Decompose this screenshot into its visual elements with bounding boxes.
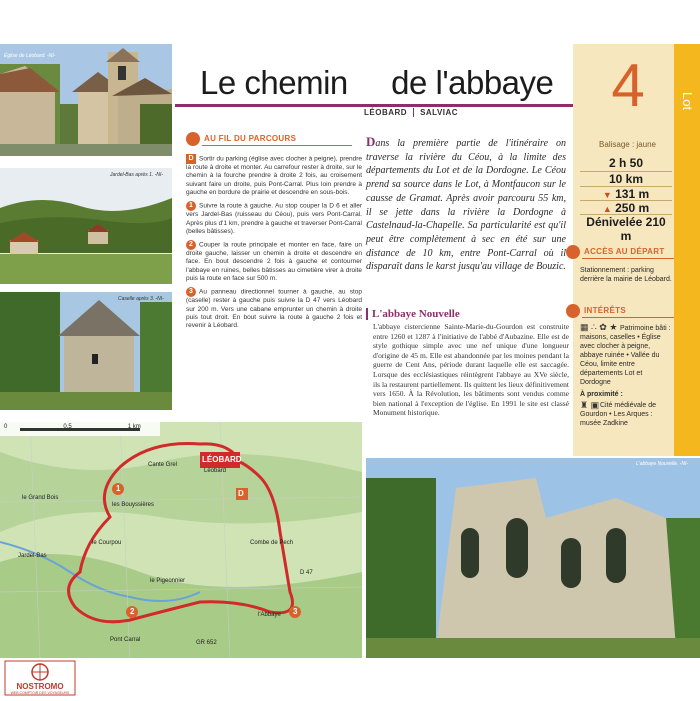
step-marker-1: 1 bbox=[186, 201, 196, 211]
map-label-pigeonnier: le Pigeonnier bbox=[150, 578, 186, 584]
trail-map bbox=[0, 422, 362, 658]
acces-header bbox=[566, 245, 674, 259]
place-names bbox=[364, 108, 464, 117]
caselle-illustration bbox=[0, 292, 172, 410]
place-leobard: LÉOBARD bbox=[364, 108, 408, 117]
map-marker-3: 3 bbox=[293, 607, 298, 616]
caption-photo1: Église de Léobard. -NI- bbox=[4, 53, 56, 59]
photo-leobard-church bbox=[0, 44, 172, 156]
map-label-grand-bois: le Grand Bois bbox=[22, 495, 59, 501]
distance: 10 km bbox=[580, 171, 672, 186]
logo-tagline: WEB COMPTOIR DES VOYAGEURS bbox=[10, 691, 70, 695]
step-marker-d: D bbox=[186, 154, 196, 164]
min-altitude: ▼ 131 m bbox=[580, 186, 672, 201]
step-marker-2: 2 bbox=[186, 240, 196, 250]
abbey-illustration bbox=[366, 458, 700, 658]
place-salviac: SALVIAC bbox=[413, 108, 464, 117]
map-label-d47: D 47 bbox=[300, 570, 313, 576]
nostromo-logo bbox=[4, 660, 76, 696]
proximite-text: Cité médiévale de Gourdon • Les Arques : musée Zadkine bbox=[580, 402, 657, 427]
caption-photo2: Jardel-Bas après 1. -NI- bbox=[110, 172, 164, 178]
steps-list bbox=[186, 154, 362, 335]
down-triangle-icon: ▼ bbox=[602, 190, 612, 200]
castle-icon: ♜ bbox=[580, 400, 589, 410]
map-label-abbaye: l'Abbaye bbox=[258, 612, 281, 618]
abbaye-title: L'abbaye Nouvelle bbox=[366, 308, 568, 320]
dots-icon: ∴ bbox=[591, 322, 597, 332]
map-label-combe: Combe de Pech bbox=[250, 540, 294, 546]
acces-bullet-icon bbox=[566, 245, 580, 259]
logo-brand: NOSTROMO bbox=[16, 682, 64, 691]
church-illustration bbox=[0, 44, 172, 156]
photo-jardel-bas bbox=[0, 168, 172, 284]
balisage-label: Balisage : jaune bbox=[599, 140, 656, 149]
map-label-pont-carral: Pont Carral bbox=[110, 637, 141, 643]
step-d: D Sortir du parking (église avec clocher à peigne), prendre la route à droite et monter. Au carrefour rester à droite, sur le chemin à la fourche prendre à droite 2 fois, au croisement suivant faire un droite, puis Pont-Carral. Plus loin prendre à gauche en bordure de prairie et descendre en sous-bois. bbox=[186, 155, 362, 196]
title-underline bbox=[175, 104, 575, 107]
route-number: 4 bbox=[611, 52, 645, 119]
abbaye-text: L'abbaye cistercienne Sainte-Marie-du-Gourdon est construite entre 1260 et 1287 à l'initiative de l'abbé d'Aubazine. Elle est de style gothique simple avec une nef unique d'une longueur d'origine de 45 m. Elle est abandonnée par les moines pendant la guerre de Cent Ans, période durant laquelle elle est saccagée. Lorsque des ecclésiastiques réintègrent l'abbaye au XVe siècle, ils la restaurent partiellement. Ils quittent les lieux définitivement vers 1650. À la Révolution, les bâtiments sont vendus comme bien national à l'exception de l'église. En 1991 le site est classé Monument historique. bbox=[373, 322, 569, 418]
title-part1: Le chemin bbox=[200, 64, 348, 101]
map-label-bouyssieres: les Bouyssières bbox=[112, 502, 155, 508]
page-title bbox=[200, 64, 553, 102]
parcours-bullet-icon bbox=[186, 132, 200, 146]
star-icon: ★ bbox=[609, 322, 618, 332]
up-triangle-icon: ▲ bbox=[602, 204, 612, 214]
map-label-leobard: Léobard bbox=[204, 468, 227, 474]
interets-text: Patrimoine bâti : maisons, caselles • Église avec clocher à peigne, abbaye ruinée • Vallée du Céou, limite entre départements Lot et Dordogne bbox=[580, 325, 671, 386]
region-label: Lot bbox=[680, 92, 695, 111]
intro-text: Dans la première partie de l'itinéraire on traverse la rivière du Céou, à la limite des départements du Lot et de la Dordogne. Le Céou prend sa source dans le Lot, à Montfaucon sur le causse de Gramat. Après avoir parcouru 55 km, il se jette dans la rivière la Dordogne à Castelnaud-la-Chapelle. Sa particularité est qu'il peut être complètement à sec en été sur une distance de 10 km, entre Pont-Carral où il disparaît dans le karst jusqu'au village de Bouzic. bbox=[366, 134, 566, 273]
step-2: 2 Couper la route principale et monter en face, faire un droite gauche, laisser un chemin à droite et descendre en face. En bout descendre 2 fois à gauche et contourner l'abbaye en ruines, belles bâtisses au cimetière virer à droite puis la route en face sur 500 m. bbox=[186, 241, 362, 283]
duration: 2 h 50 bbox=[608, 156, 644, 170]
step-1: 1 Suivre la route à gauche. Au stop couper la D 6 et aller vers Jardel-Bas (ruisseau du Céou), puis vers Pont-Carral. Après plus d'1 km, prendre à gauche et traverser Pont-Carral (belles bâtisses). bbox=[186, 202, 362, 235]
building-icon: ▦ bbox=[580, 322, 589, 332]
map-label-cante-grel: Cante Grel bbox=[148, 462, 178, 468]
parcours-header bbox=[186, 132, 358, 146]
step-marker-3: 3 bbox=[186, 287, 196, 297]
map-label-leobard-upper: LÉOBARD bbox=[202, 455, 242, 464]
photo-caselle bbox=[0, 292, 172, 410]
museum-icon: ▣ bbox=[590, 400, 600, 410]
interets-header bbox=[566, 304, 674, 318]
max-altitude: ▲ 250 m bbox=[580, 200, 672, 215]
interets-title: INTÉRÊTS bbox=[584, 306, 626, 315]
map-label-courpou: le Courpou bbox=[92, 540, 122, 546]
denivelee: Dénivelée 210 m bbox=[580, 214, 672, 243]
acces-text: Stationnement : parking derrière la mairie de Léobard. bbox=[580, 267, 672, 283]
map-label-jardel-bas: Jardel-Bas bbox=[18, 553, 47, 559]
map-label-gr: GR 652 bbox=[196, 640, 217, 646]
map-marker-2: 2 bbox=[130, 607, 135, 616]
map-marker-1: 1 bbox=[116, 484, 121, 493]
parcours-title: AU FIL DU PARCOURS bbox=[204, 134, 297, 143]
intro-drop-letter: D bbox=[366, 134, 376, 149]
caption-photo3: Caselle après 3. -NI- bbox=[118, 296, 164, 302]
interets-bullet-icon bbox=[566, 304, 580, 318]
caption-photo4: L'abbaye Nouvelle. -NI- bbox=[636, 461, 689, 467]
map-marker-d: D bbox=[238, 489, 244, 498]
topographic-map bbox=[0, 422, 362, 658]
map-scale: 0 0,5 1 km bbox=[4, 424, 141, 430]
acces-title: ACCÈS AU DÉPART bbox=[584, 247, 665, 256]
flower-icon: ✿ bbox=[599, 322, 607, 332]
photo-abbaye bbox=[366, 458, 700, 658]
landscape-illustration bbox=[0, 168, 172, 284]
proximite-title: À proximité : bbox=[580, 391, 623, 398]
title-part2: de l'abbaye bbox=[391, 64, 554, 101]
step-3: 3 Au panneau directionnel tourner à gauche, au stop (caselle) rester à gauche puis suivre la D 47 vers Léobard sur 200 m. Vers une cabane emprunter un chemin à droite puis tout droit. En bout suivre la route à gauche 2 fois et revenir à Léobard. bbox=[186, 288, 362, 330]
